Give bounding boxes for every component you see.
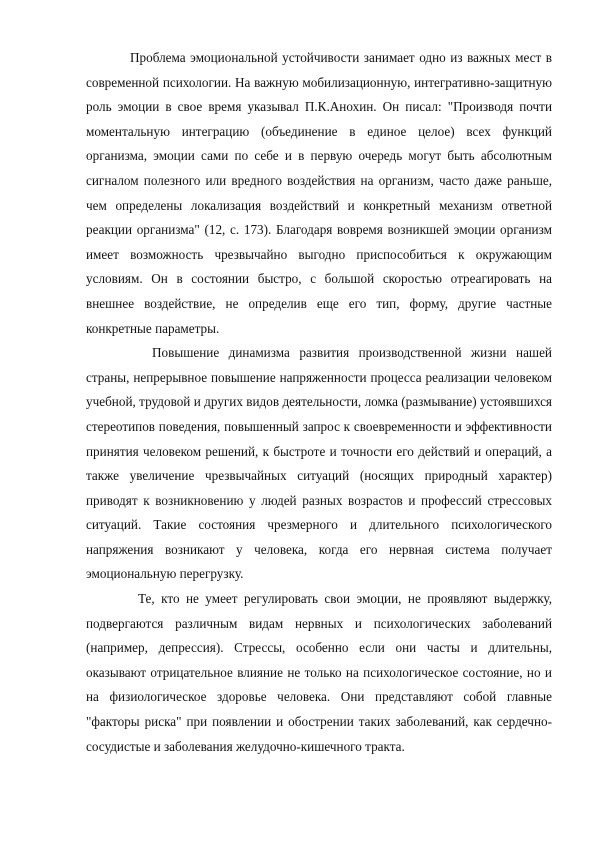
paragraph-2: Повышение динамизма развития производственной жизни нашей страны, непрерывное повышение напряженности процесса реализации человеком учебной, трудовой и других видов деятельности, ломка (размывание) устоявшихся стереотипов поведения, повышенный запрос к своевременности и эффективности принятия человеком решений, к быстроте и точности его действий и операций, а также увеличение чрезвычайных ситуаций (носящих природный характер) приводят к возникновению у людей разных возрастов и профессий стрессовых ситуаций. Такие состояния чрезмерного и длительного психологического напряжения возникают у человека, когда его нервная система получает эмоциональную перегрузку. bbox=[86, 345, 552, 582]
paragraph-3: Те, кто не умеет регулировать свои эмоции, не проявляют выдержку, подвергаются различным видам нервных и психологических заболеваний (например, депрессия). Стрессы, особенно если они часты и длительны, оказывают отрицательное влияние не только на психологическое состояние, но и на физиологическое здоровье человека. Они представляют собой главные "факторы риска" при появлении и обострении таких заболеваний, как сердечно-сосудистые и заболевания желудочно-кишечного тракта. bbox=[86, 591, 552, 754]
body-text bbox=[86, 46, 552, 759]
paragraph-1: Проблема эмоциональной устойчивости занимает одно из важных мест в современной психологии. На важную мобилизационную, интегративно-защитную роль эмоции в свое время указывал П.К.Анохин. Он писал: "Производя почти моментальную интеграцию (объединение в единое целое) всех функций организма, эмоции сами по себе и в первую очередь могут быть абсолютным сигналом полезного или вредного воздействия на организм, часто даже раньше, чем определены локализация воздействий и конкретный механизм ответной реакции организма" (12, с. 173). Благодаря вовремя возникшей эмоции организм имеет возможность чрезвычайно выгодно приспособиться к окружающим условиям. Он в состоянии быстро, с большой скоростью отреагировать на внешнее воздействие, не определив еще его тип, форму, другие частные конкретные параметры. bbox=[86, 50, 552, 336]
